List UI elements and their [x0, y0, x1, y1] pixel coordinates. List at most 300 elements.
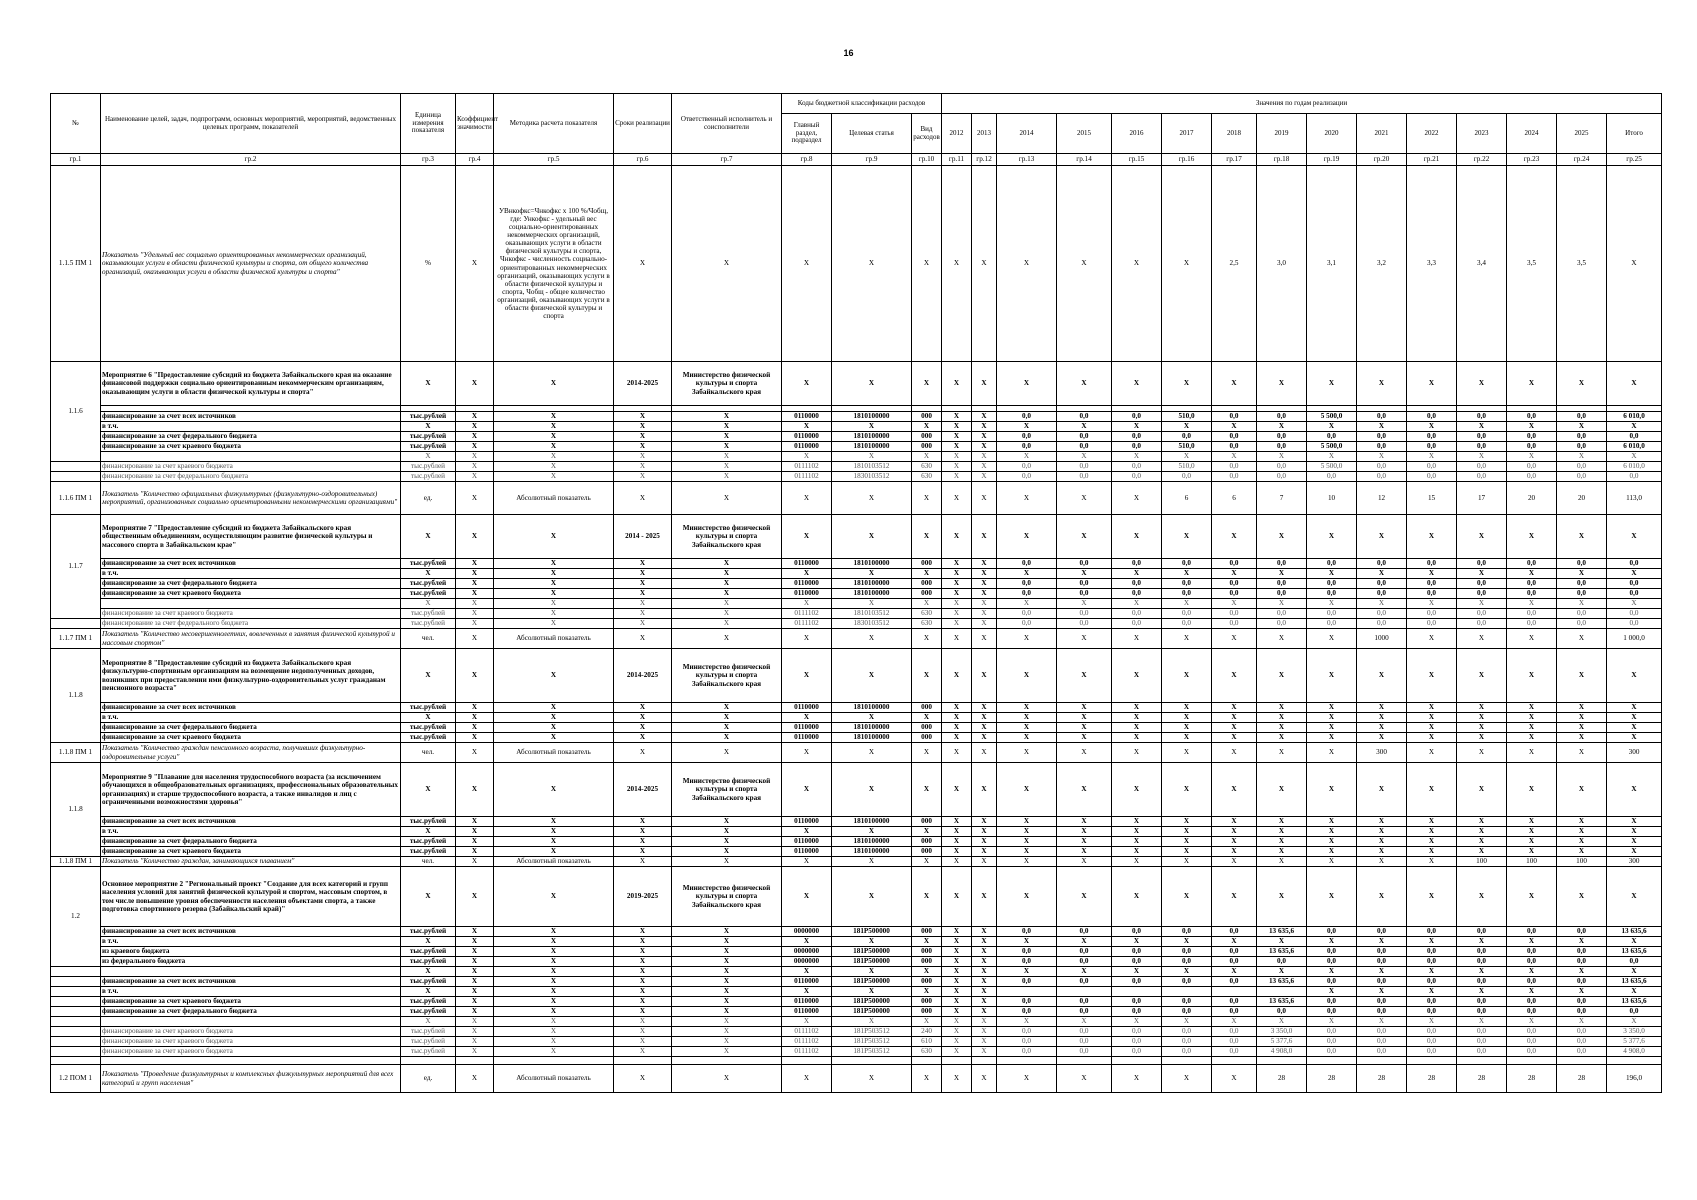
- data-cell: Х: [1457, 817, 1507, 827]
- data-cell: Х: [972, 857, 997, 867]
- data-cell: Х: [1357, 857, 1407, 867]
- data-cell: Х: [1407, 987, 1457, 997]
- data-cell: Х: [1307, 1017, 1357, 1027]
- data-cell: Х: [782, 515, 832, 559]
- table-row: [51, 827, 1662, 837]
- data-cell: Х: [942, 442, 972, 452]
- year-header: 2023: [1457, 114, 1507, 154]
- data-cell: Х: [972, 166, 997, 362]
- data-cell: Х: [1457, 987, 1507, 997]
- table-row: [51, 927, 1662, 937]
- data-cell: Х: [1057, 515, 1112, 559]
- data-cell: Х: [912, 937, 942, 947]
- data-cell: Х: [1212, 713, 1257, 723]
- data-cell: 0,0: [1057, 589, 1112, 599]
- data-cell: Х: [832, 599, 912, 609]
- data-cell: Х: [494, 827, 614, 837]
- data-cell: 6 010,0: [1607, 442, 1662, 452]
- data-cell: 0111102: [782, 1037, 832, 1047]
- data-cell: тыс.рублей: [401, 442, 456, 452]
- data-cell: Х: [1457, 569, 1507, 579]
- data-cell: 0,0: [1557, 1007, 1607, 1017]
- data-cell: 0,0: [1057, 559, 1112, 569]
- data-cell: Х: [672, 1017, 782, 1027]
- data-cell: 0,0: [1112, 927, 1162, 937]
- data-cell: 0,0: [1057, 927, 1112, 937]
- data-cell: Х: [672, 482, 782, 515]
- data-cell: 0,0: [1457, 462, 1507, 472]
- data-cell: Х: [1212, 1017, 1257, 1027]
- data-cell: 630: [912, 462, 942, 472]
- data-cell: чел.: [401, 857, 456, 867]
- data-cell: Х: [1057, 422, 1112, 432]
- data-cell: Х: [494, 472, 614, 482]
- data-cell: 13 635,6: [1607, 947, 1662, 957]
- table-row: [51, 362, 1662, 406]
- data-cell: Х: [1457, 827, 1507, 837]
- data-cell: Х: [972, 599, 997, 609]
- empty-cell: [912, 1057, 942, 1065]
- data-cell: Х: [494, 837, 614, 847]
- data-cell: Х: [456, 515, 494, 559]
- data-cell: Х: [1212, 743, 1257, 763]
- data-cell: 0,0: [1162, 927, 1212, 937]
- empty-cell: [942, 1057, 972, 1065]
- data-cell: Х: [1407, 723, 1457, 733]
- empty-cell: [401, 1057, 456, 1065]
- data-cell: 0,0: [1257, 462, 1307, 472]
- data-cell: Х: [1557, 515, 1607, 559]
- data-cell: 0110000: [782, 723, 832, 733]
- empty-cell: [1307, 1057, 1357, 1065]
- data-cell: [1057, 987, 1112, 997]
- empty-cell: [672, 1057, 782, 1065]
- table-row: [51, 629, 1662, 649]
- data-cell: Х: [456, 609, 494, 619]
- data-cell: Х: [1307, 743, 1357, 763]
- data-cell: 0,0: [1507, 1027, 1557, 1037]
- data-cell: Х: [456, 422, 494, 432]
- data-cell: 0,0: [1162, 977, 1212, 987]
- data-cell: 0,0: [1357, 589, 1407, 599]
- data-cell: 0,0: [1557, 977, 1607, 987]
- data-cell: Х: [401, 569, 456, 579]
- empty-cell: [1162, 1057, 1212, 1065]
- data-cell: Х: [672, 166, 782, 362]
- row-name: в т.ч.: [101, 827, 401, 837]
- data-cell: 3,2: [1357, 166, 1407, 362]
- data-cell: Х: [1162, 743, 1212, 763]
- data-cell: Х: [942, 743, 972, 763]
- row-number: 1.2: [51, 867, 101, 967]
- data-cell: Х: [1057, 1065, 1112, 1093]
- data-cell: 13 635,6: [1257, 947, 1307, 957]
- data-cell: Х: [782, 569, 832, 579]
- data-cell: 000: [912, 847, 942, 857]
- data-cell: 1810100000: [832, 579, 912, 589]
- data-cell: Х: [1257, 629, 1307, 649]
- data-cell: Х: [1257, 452, 1307, 462]
- data-cell: 0,0: [1257, 609, 1307, 619]
- data-cell: 0,0: [1607, 619, 1662, 629]
- data-cell: Х: [1457, 649, 1507, 703]
- data-cell: Х: [1212, 763, 1257, 817]
- data-cell: Х: [1457, 1017, 1507, 1027]
- row-number: [51, 1017, 101, 1027]
- program-table: [50, 93, 1662, 1093]
- data-cell: Х: [401, 867, 456, 927]
- data-cell: Х: [1557, 703, 1607, 713]
- data-cell: Х: [942, 629, 972, 649]
- data-cell: Х: [1507, 599, 1557, 609]
- data-cell: Х: [1112, 713, 1162, 723]
- data-cell: 5 500,0: [1307, 462, 1357, 472]
- data-cell: 0110000: [782, 1007, 832, 1017]
- data-cell: Х: [782, 452, 832, 462]
- data-cell: 0,0: [1457, 559, 1507, 569]
- data-cell: Х: [614, 412, 672, 422]
- data-cell: Х: [1557, 827, 1607, 837]
- data-cell: Х: [832, 827, 912, 837]
- data-cell: Х: [1457, 703, 1507, 713]
- data-cell: Х: [614, 442, 672, 452]
- data-cell: Х: [912, 987, 942, 997]
- data-cell: 0,0: [1357, 997, 1407, 1007]
- data-cell: Х: [972, 987, 997, 997]
- data-cell: Х: [1162, 837, 1212, 847]
- data-cell: Х: [1607, 422, 1662, 432]
- data-cell: Х: [1307, 763, 1357, 817]
- data-cell: Министерство физической культуры и спорта Забайкальского края: [672, 867, 782, 927]
- data-cell: Х: [1607, 723, 1662, 733]
- row-number: 1.2 ПОМ 1: [51, 1065, 101, 1093]
- data-cell: 0,0: [1557, 947, 1607, 957]
- data-cell: Х: [614, 482, 672, 515]
- data-cell: Х: [782, 987, 832, 997]
- data-cell: Х: [1162, 967, 1212, 977]
- data-cell: Х: [456, 957, 494, 967]
- data-cell: Х: [1407, 967, 1457, 977]
- data-cell: Х: [1212, 515, 1257, 559]
- data-cell: Х: [401, 987, 456, 997]
- data-cell: Х: [997, 1017, 1057, 1027]
- data-cell: Х: [1212, 629, 1257, 649]
- row-name: Мероприятие 9 "Плавание для населения трудоспособного возраста (за исключением обучающихся в общеобразовательных организациях, профессиональных образовательных организациях) и старше трудоспособного возраста, а также инвалидов и лиц с ограниченными возможностями здоровья": [101, 763, 401, 817]
- data-cell: 0,0: [1557, 1027, 1607, 1037]
- data-cell: Х: [972, 927, 997, 937]
- data-cell: Х: [782, 867, 832, 927]
- data-cell: 0111102: [782, 462, 832, 472]
- data-cell: 181P500000: [832, 927, 912, 937]
- data-cell: 0,0: [1212, 609, 1257, 619]
- data-cell: [1162, 987, 1212, 997]
- data-cell: 0,0: [1112, 619, 1162, 629]
- data-cell: Х: [1557, 649, 1607, 703]
- data-cell: 0,0: [1162, 1037, 1212, 1047]
- data-cell: Х: [1057, 649, 1112, 703]
- data-cell: Х: [942, 987, 972, 997]
- data-cell: 1830103512: [832, 472, 912, 482]
- data-cell: Х: [1557, 743, 1607, 763]
- data-cell: 0,0: [1112, 997, 1162, 1007]
- data-cell: Х: [1257, 1017, 1307, 1027]
- row-number: 1.1.8: [51, 649, 101, 743]
- data-cell: Х: [1557, 763, 1607, 817]
- data-cell: 0,0: [1407, 559, 1457, 569]
- data-cell: Х: [1357, 422, 1407, 432]
- data-cell: Х: [614, 827, 672, 837]
- data-cell: 0,0: [1407, 957, 1457, 967]
- table-row: [51, 937, 1662, 947]
- data-cell: Х: [672, 569, 782, 579]
- data-cell: Х: [782, 857, 832, 867]
- data-cell: 0,0: [1112, 1037, 1162, 1047]
- data-cell: Х: [1112, 743, 1162, 763]
- data-cell: 0,0: [1112, 957, 1162, 967]
- data-cell: Х: [456, 967, 494, 977]
- data-cell: Х: [1162, 515, 1212, 559]
- data-cell: Х: [614, 1047, 672, 1057]
- data-cell: Х: [912, 1065, 942, 1093]
- data-cell: Х: [972, 619, 997, 629]
- data-cell: 0,0: [1212, 472, 1257, 482]
- data-cell: Х: [494, 713, 614, 723]
- data-cell: 000: [912, 997, 942, 1007]
- data-cell: 000: [912, 703, 942, 713]
- data-cell: Х: [672, 422, 782, 432]
- row-name: финансирование за счет федерального бюджета: [101, 579, 401, 589]
- data-cell: Х: [1212, 1065, 1257, 1093]
- row-name: Мероприятие 7 "Предоставление субсидий из бюджета Забайкальского края общественным объединениям, осуществляющим развитие физической культуры и массового спорта в Забайкальском крае": [101, 515, 401, 559]
- data-cell: Х: [456, 723, 494, 733]
- row-number: 1.1.6: [51, 362, 101, 462]
- data-cell: 0110000: [782, 442, 832, 452]
- row-name: в т.ч.: [101, 569, 401, 579]
- data-cell: Х: [942, 927, 972, 937]
- data-cell: Х: [1057, 867, 1112, 927]
- empty-cell: [614, 1057, 672, 1065]
- data-cell: Х: [1407, 703, 1457, 713]
- data-cell: Х: [1162, 817, 1212, 827]
- data-cell: Х: [614, 166, 672, 362]
- data-cell: Х: [614, 743, 672, 763]
- data-cell: 300: [1357, 743, 1407, 763]
- empty-cell: [1212, 1057, 1257, 1065]
- table-row: [51, 442, 1662, 452]
- table-row: [51, 472, 1662, 482]
- data-cell: 0,0: [1057, 1047, 1112, 1057]
- data-cell: 0,0: [1457, 1027, 1507, 1037]
- data-cell: 0,0: [1507, 609, 1557, 619]
- data-cell: Х: [1257, 937, 1307, 947]
- data-cell: Абсолютный показатель: [494, 857, 614, 867]
- data-cell: 28: [1307, 1065, 1357, 1093]
- data-cell: Х: [1162, 1017, 1212, 1027]
- data-cell: Х: [1257, 649, 1307, 703]
- data-cell: Х: [972, 967, 997, 977]
- data-cell: Х: [1607, 515, 1662, 559]
- data-cell: 1810103512: [832, 609, 912, 619]
- data-cell: Х: [456, 1047, 494, 1057]
- data-cell: 0,0: [1457, 589, 1507, 599]
- row-name: Показатель "Количество официальных физкультурных (физкультурно-оздоровительных) мероприятий, организованных социально ориентированными некоммерческими организациями": [101, 482, 401, 515]
- data-cell: тыс.рублей: [401, 703, 456, 713]
- data-cell: Х: [942, 947, 972, 957]
- data-cell: Х: [972, 472, 997, 482]
- data-cell: Х: [972, 947, 997, 957]
- data-cell: Х: [614, 472, 672, 482]
- data-cell: Х: [942, 589, 972, 599]
- data-cell: Х: [1357, 817, 1407, 827]
- data-cell: Х: [1212, 703, 1257, 713]
- data-cell: Х: [456, 837, 494, 847]
- data-cell: Х: [942, 937, 972, 947]
- data-cell: 1810100000: [832, 442, 912, 452]
- data-cell: 0,0: [1057, 957, 1112, 967]
- data-cell: Х: [942, 609, 972, 619]
- data-cell: Х: [1307, 827, 1357, 837]
- table-row: [51, 763, 1662, 817]
- data-cell: 1810100000: [832, 837, 912, 847]
- data-cell: Х: [1457, 723, 1507, 733]
- data-cell: 0,0: [997, 619, 1057, 629]
- data-cell: Х: [1162, 763, 1212, 817]
- data-cell: Х: [972, 412, 997, 422]
- row-number: 1.1.7 ПМ 1: [51, 629, 101, 649]
- data-cell: Х: [614, 462, 672, 472]
- data-cell: Х: [1257, 763, 1307, 817]
- column-number-cell: гр.25: [1607, 154, 1662, 166]
- data-cell: тыс.рублей: [401, 847, 456, 857]
- data-cell: Х: [614, 559, 672, 569]
- data-cell: тыс.рублей: [401, 957, 456, 967]
- data-cell: Х: [1257, 362, 1307, 406]
- data-cell: 0,0: [1407, 1007, 1457, 1017]
- column-number-cell: гр.1: [51, 154, 101, 166]
- data-cell: 0,0: [1212, 957, 1257, 967]
- data-cell: Х: [1307, 452, 1357, 462]
- data-cell: Х: [1307, 847, 1357, 857]
- data-cell: Х: [942, 1017, 972, 1027]
- data-cell: 3,4: [1457, 166, 1507, 362]
- data-cell: 0,0: [1507, 957, 1557, 967]
- data-cell: Х: [1162, 827, 1212, 837]
- data-cell: Х: [912, 857, 942, 867]
- data-cell: 0,0: [1057, 1007, 1112, 1017]
- data-cell: 610: [912, 1037, 942, 1047]
- data-cell: 0000000: [782, 927, 832, 937]
- data-cell: 17: [1457, 482, 1507, 515]
- data-cell: Х: [614, 1027, 672, 1037]
- data-cell: Х: [1162, 422, 1212, 432]
- data-cell: Х: [972, 1027, 997, 1037]
- data-cell: 113,0: [1607, 482, 1662, 515]
- table-row: [51, 432, 1662, 442]
- data-cell: Х: [1212, 599, 1257, 609]
- data-cell: Х: [1212, 723, 1257, 733]
- data-cell: 0,0: [1507, 579, 1557, 589]
- data-cell: Х: [972, 452, 997, 462]
- data-cell: Х: [1212, 817, 1257, 827]
- data-cell: 3,5: [1557, 166, 1607, 362]
- data-cell: Х: [1407, 599, 1457, 609]
- data-cell: Х: [832, 649, 912, 703]
- data-cell: 0,0: [1112, 579, 1162, 589]
- data-cell: 0,0: [1407, 579, 1457, 589]
- data-cell: 0,0: [997, 997, 1057, 1007]
- data-cell: Х: [672, 442, 782, 452]
- data-cell: 0111102: [782, 472, 832, 482]
- data-cell: Х: [456, 817, 494, 827]
- data-cell: Х: [401, 649, 456, 703]
- data-cell: Х: [997, 837, 1057, 847]
- data-cell: Х: [1057, 817, 1112, 827]
- data-cell: Х: [1162, 847, 1212, 857]
- col-name-header: Наименование целей, задач, подпрограмм, основных мероприятий, мероприятий, ведомственных целевых программ, показателей: [101, 94, 401, 154]
- data-cell: Х: [456, 857, 494, 867]
- col-terms-header: Сроки реализации: [614, 94, 672, 154]
- data-cell: Х: [782, 743, 832, 763]
- empty-cell: [456, 1057, 494, 1065]
- data-cell: 1810100000: [832, 589, 912, 599]
- data-cell: Х: [1112, 847, 1162, 857]
- data-cell: Х: [942, 1037, 972, 1047]
- data-cell: 100: [1507, 857, 1557, 867]
- data-cell: Х: [997, 649, 1057, 703]
- data-cell: Х: [1607, 703, 1662, 713]
- data-cell: Х: [456, 589, 494, 599]
- data-cell: Х: [614, 1017, 672, 1027]
- data-cell: Х: [672, 599, 782, 609]
- data-cell: Х: [456, 927, 494, 937]
- data-cell: 0,0: [997, 1037, 1057, 1047]
- data-cell: 0,0: [1257, 589, 1307, 599]
- data-cell: Х: [832, 867, 912, 927]
- data-cell: тыс.рублей: [401, 1027, 456, 1037]
- data-cell: 0,0: [1307, 579, 1357, 589]
- data-cell: 000: [912, 412, 942, 422]
- data-cell: 0,0: [1607, 432, 1662, 442]
- data-cell: 0,0: [1057, 977, 1112, 987]
- data-cell: Х: [1607, 867, 1662, 927]
- data-cell: Х: [972, 827, 997, 837]
- data-cell: 6: [1162, 482, 1212, 515]
- data-cell: Х: [494, 442, 614, 452]
- data-cell: 000: [912, 589, 942, 599]
- data-cell: Х: [1507, 422, 1557, 432]
- data-cell: Х: [456, 867, 494, 927]
- data-cell: Х: [972, 629, 997, 649]
- data-cell: Х: [832, 362, 912, 406]
- data-cell: Х: [401, 937, 456, 947]
- data-cell: Х: [1057, 452, 1112, 462]
- data-cell: Х: [614, 857, 672, 867]
- data-cell: Х: [614, 847, 672, 857]
- data-cell: Х: [1407, 857, 1457, 867]
- data-cell: 0,0: [1557, 589, 1607, 599]
- data-cell: Х: [942, 559, 972, 569]
- data-cell: Х: [782, 629, 832, 649]
- data-cell: Х: [1607, 827, 1662, 837]
- data-cell: Х: [456, 937, 494, 947]
- data-cell: 0,0: [1507, 432, 1557, 442]
- row-name: из федерального бюджета: [101, 957, 401, 967]
- data-cell: Х: [997, 827, 1057, 837]
- year-header: Итого: [1607, 114, 1662, 154]
- data-cell: Х: [972, 1037, 997, 1047]
- table-row: [51, 515, 1662, 559]
- data-cell: 0111102: [782, 1027, 832, 1037]
